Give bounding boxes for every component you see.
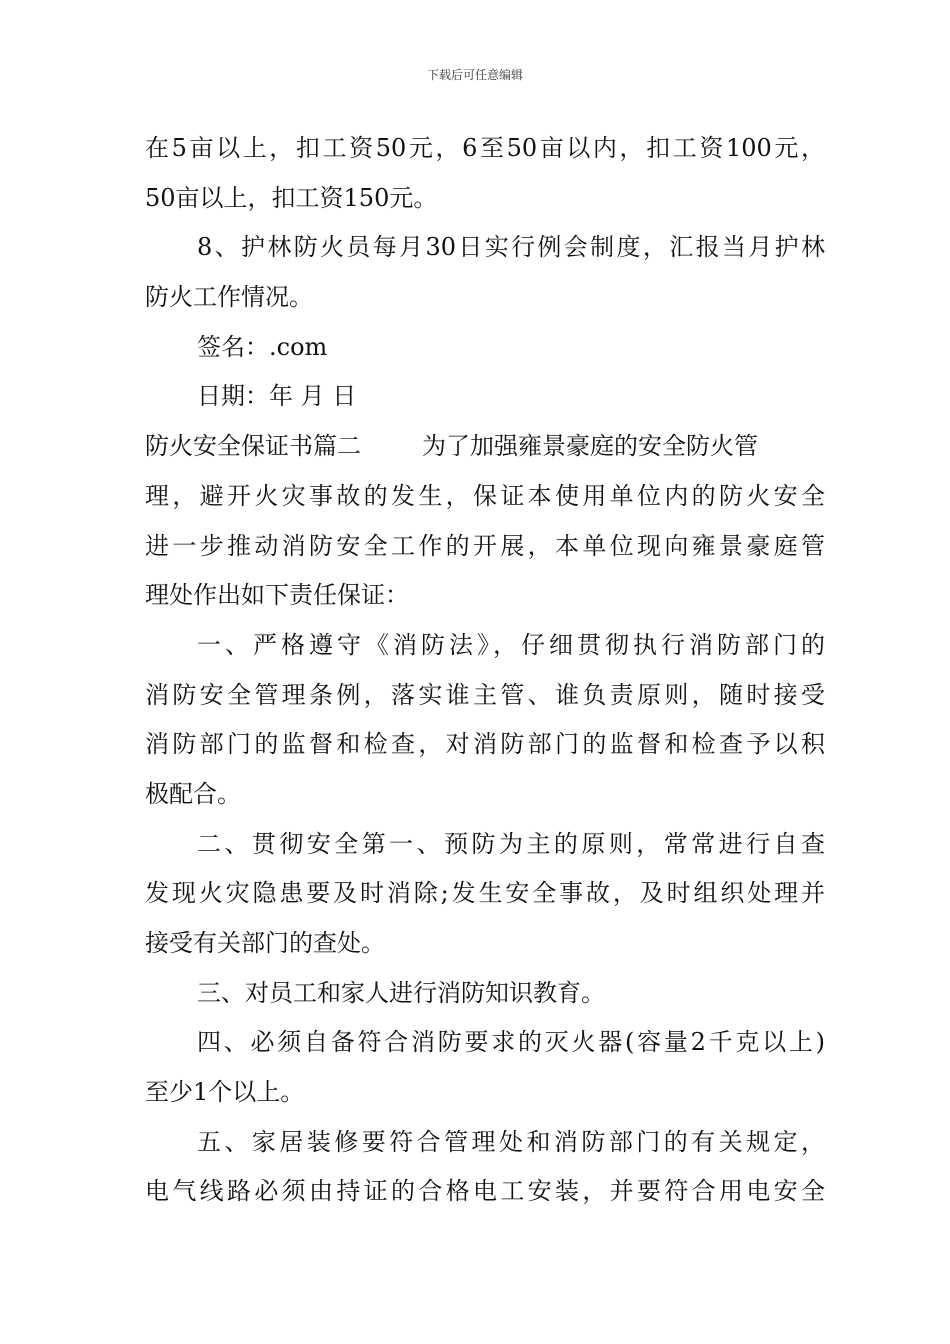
text-line: 防火工作情况。 [145, 283, 313, 312]
text-line: 至少1个以上。 [145, 1078, 305, 1107]
text-line: 进一步推动消防安全工作的开展，本单位现向雍景豪庭管 [145, 531, 825, 560]
text-line: 在5亩以上，扣工资50元，6至50亩以内，扣工资100元， [145, 134, 825, 162]
text-line: 接受有关部门的查处。 [145, 929, 385, 957]
text-line: 四、必须自备符合消防要求的灭火器(容量2千克以上) [197, 1028, 825, 1057]
text-line: 50亩以上，扣工资150元。 [145, 183, 438, 212]
document-body [145, 124, 825, 1217]
text-line: 发现火灾隐患要及时消除;发生安全事故，及时组织处理并 [145, 879, 825, 908]
text-line: 二、贯彻安全第一、预防为主的原则，常常进行自查 [197, 829, 825, 858]
text-line: 消防安全管理条例，落实谁主管、谁负责原则，随时接受 [145, 680, 825, 709]
text-line: 五、家居装修要符合管理处和消防部门的有关规定， [197, 1127, 825, 1156]
text-line: 极配合。 [145, 779, 241, 808]
page-header: 下载后可任意编辑 [426, 68, 523, 82]
text-line: 理，避开火灾事故的发生，保证本使用单位内的防火安全 [145, 481, 825, 510]
text-line: 一、严格遵守《消防法》，仔细贯彻执行消防部门的 [197, 630, 825, 659]
text-line: 三、对员工和家人进行消防知识教育。 [197, 978, 605, 1007]
text-line: 理处作出如下责任保证： [145, 581, 409, 610]
section-title-line: 防火安全保证书篇二 为了加强雍景豪庭的安全防火管 [145, 432, 759, 461]
text-line: 8、护林防火员每月30日实行例会制度，汇报当月护林 [197, 233, 825, 262]
text-line: 电气线路必须由持证的合格电工安装，并要符合用电安全 [145, 1177, 825, 1206]
signature-line: 签名：.com [197, 332, 328, 361]
text-line: 消防部门的监督和检查，对消防部门的监督和检查予以积 [145, 730, 825, 759]
date-line: 日期：年 月 日 [197, 382, 357, 411]
